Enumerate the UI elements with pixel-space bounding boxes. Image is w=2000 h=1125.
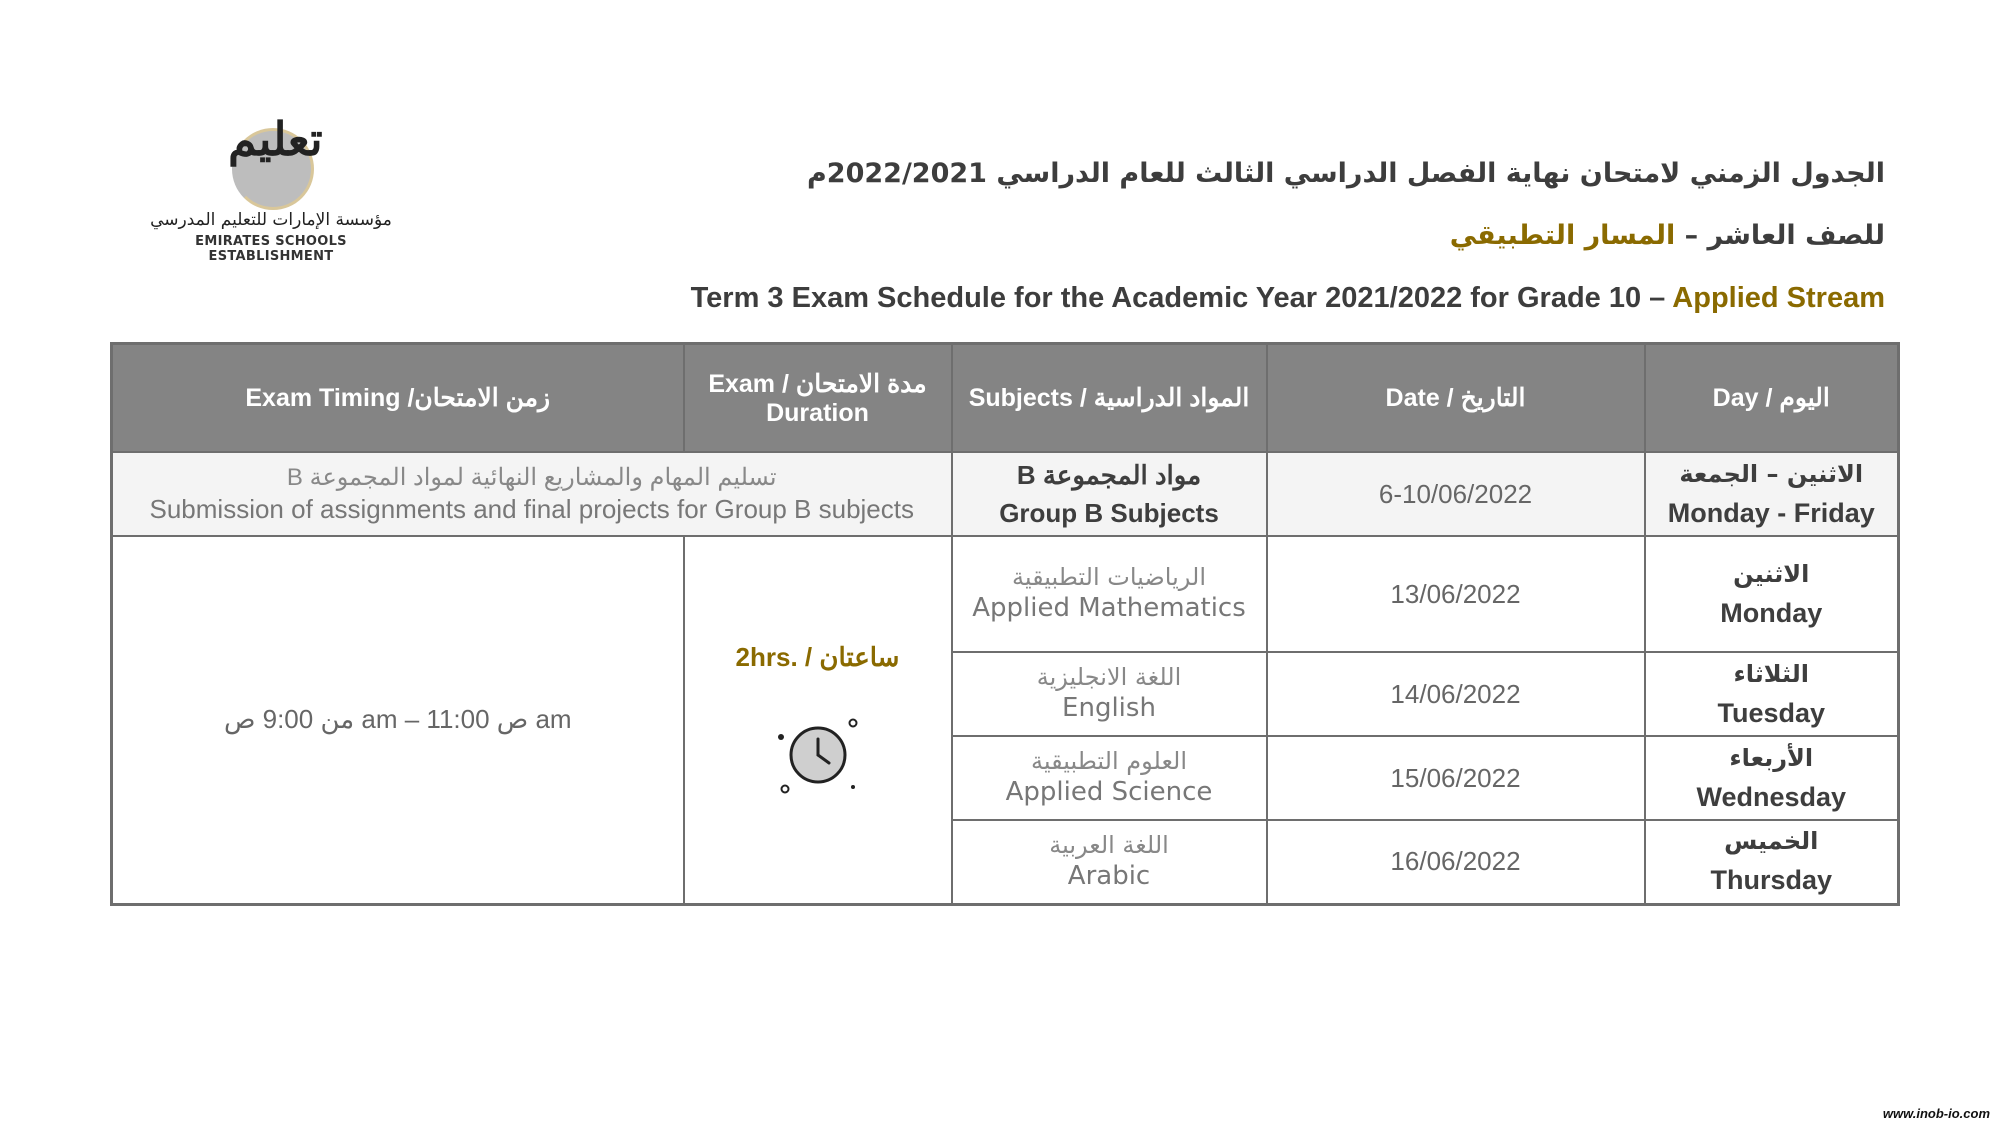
table-header-row [112,344,1899,453]
title-english-stream: Applied Stream [1672,282,1885,314]
subject-english: English [1062,693,1156,723]
subject-cell [952,652,1267,736]
day-cell [1645,736,1899,820]
col-exam-duration: Exam / مدة الامتحان Duration [684,344,952,453]
group-day-cell [1645,452,1899,536]
group-submission-arabic: تسليم المهام والمشاريع النهائية لمواد المجموعة B [286,463,777,491]
table-row [112,536,1899,652]
day-arabic: الأربعاء [1729,743,1814,772]
clock-icon [773,713,863,797]
exam-duration-cell [684,536,952,904]
grade-arabic-prefix: للصف العاشر – [1684,220,1885,251]
table-row [112,452,1899,536]
subject-cell [952,820,1267,904]
group-date: 6-10/06/2022 [1267,452,1645,536]
exam-date: 14/06/2022 [1267,652,1645,736]
day-arabic: الخميس [1724,827,1819,856]
subject-cell [952,536,1267,652]
day-english: Thursday [1710,865,1833,896]
col-exam-timing: Exam Timing /زمن الامتحان [112,344,684,453]
group-day-english: Monday - Friday [1667,497,1875,528]
footer-site-link[interactable]: www.inob-io.com [1882,1106,1990,1121]
logo-org-english: EMIRATES SCHOOLS ESTABLISHMENT [195,234,347,264]
grade-arabic [1450,220,1885,251]
grade-arabic-stream: المسار التطبيقي [1449,220,1676,251]
day-english: Monday [1720,597,1823,628]
col-day: Day / اليوم [1645,344,1899,453]
day-cell [1645,820,1899,904]
day-cell [1645,652,1899,736]
group-day-arabic: الاثنين – الجمعة [1679,459,1864,488]
subject-arabic: الرياضيات التطبيقية [1011,563,1206,591]
group-subject-english: Group B Subjects [999,498,1219,528]
subject-arabic: اللغة الانجليزية [1036,663,1182,691]
day-arabic: الثلاثاء [1733,659,1810,688]
logo-mark: تعليم [228,112,323,166]
exam-date: 13/06/2022 [1267,536,1645,652]
group-submission-english: Submission of assignments and final projects for Group B subjects [149,493,914,524]
exam-date: 16/06/2022 [1267,820,1645,904]
day-english: Tuesday [1717,697,1826,728]
exam-date: 15/06/2022 [1267,736,1645,820]
col-date: Date / التاريخ [1267,344,1645,453]
subject-english: Arabic [1067,860,1151,891]
day-english: Wednesday [1696,781,1847,812]
title-english-prefix: Term 3 Exam Schedule for the Academic Year 2021/2022 for Grade 10 – [690,282,1666,314]
exam-schedule-table [110,342,1900,906]
exam-duration-text: 2hrs. / ساعتان [735,642,900,673]
exam-timing-cell: من 9:00 ص am – 11:00 ص am [112,536,684,904]
group-submission-cell [112,452,952,536]
subject-arabic: اللغة العربية [1049,830,1169,859]
subject-cell [952,736,1267,820]
group-subject-arabic: مواد المجموعة B [1016,460,1202,490]
day-cell [1645,536,1899,652]
title-arabic: الجدول الزمني لامتحان نهاية الفصل الدراسي الثالث للعام الدراسي 2022/2021م [807,158,1885,189]
title-english [691,282,1885,315]
subject-arabic: العلوم التطبيقية [1030,747,1188,775]
day-arabic: الاثنين [1733,559,1810,588]
logo-org-arabic: مؤسسة الإمارات للتعليم المدرسي [150,210,392,230]
subject-english: Applied Science [1005,777,1213,807]
group-subject-cell [952,452,1267,536]
col-subjects: Subjects / المواد الدراسية [952,344,1267,453]
ese-logo [136,112,406,264]
subject-english: Applied Mathematics [972,593,1246,623]
